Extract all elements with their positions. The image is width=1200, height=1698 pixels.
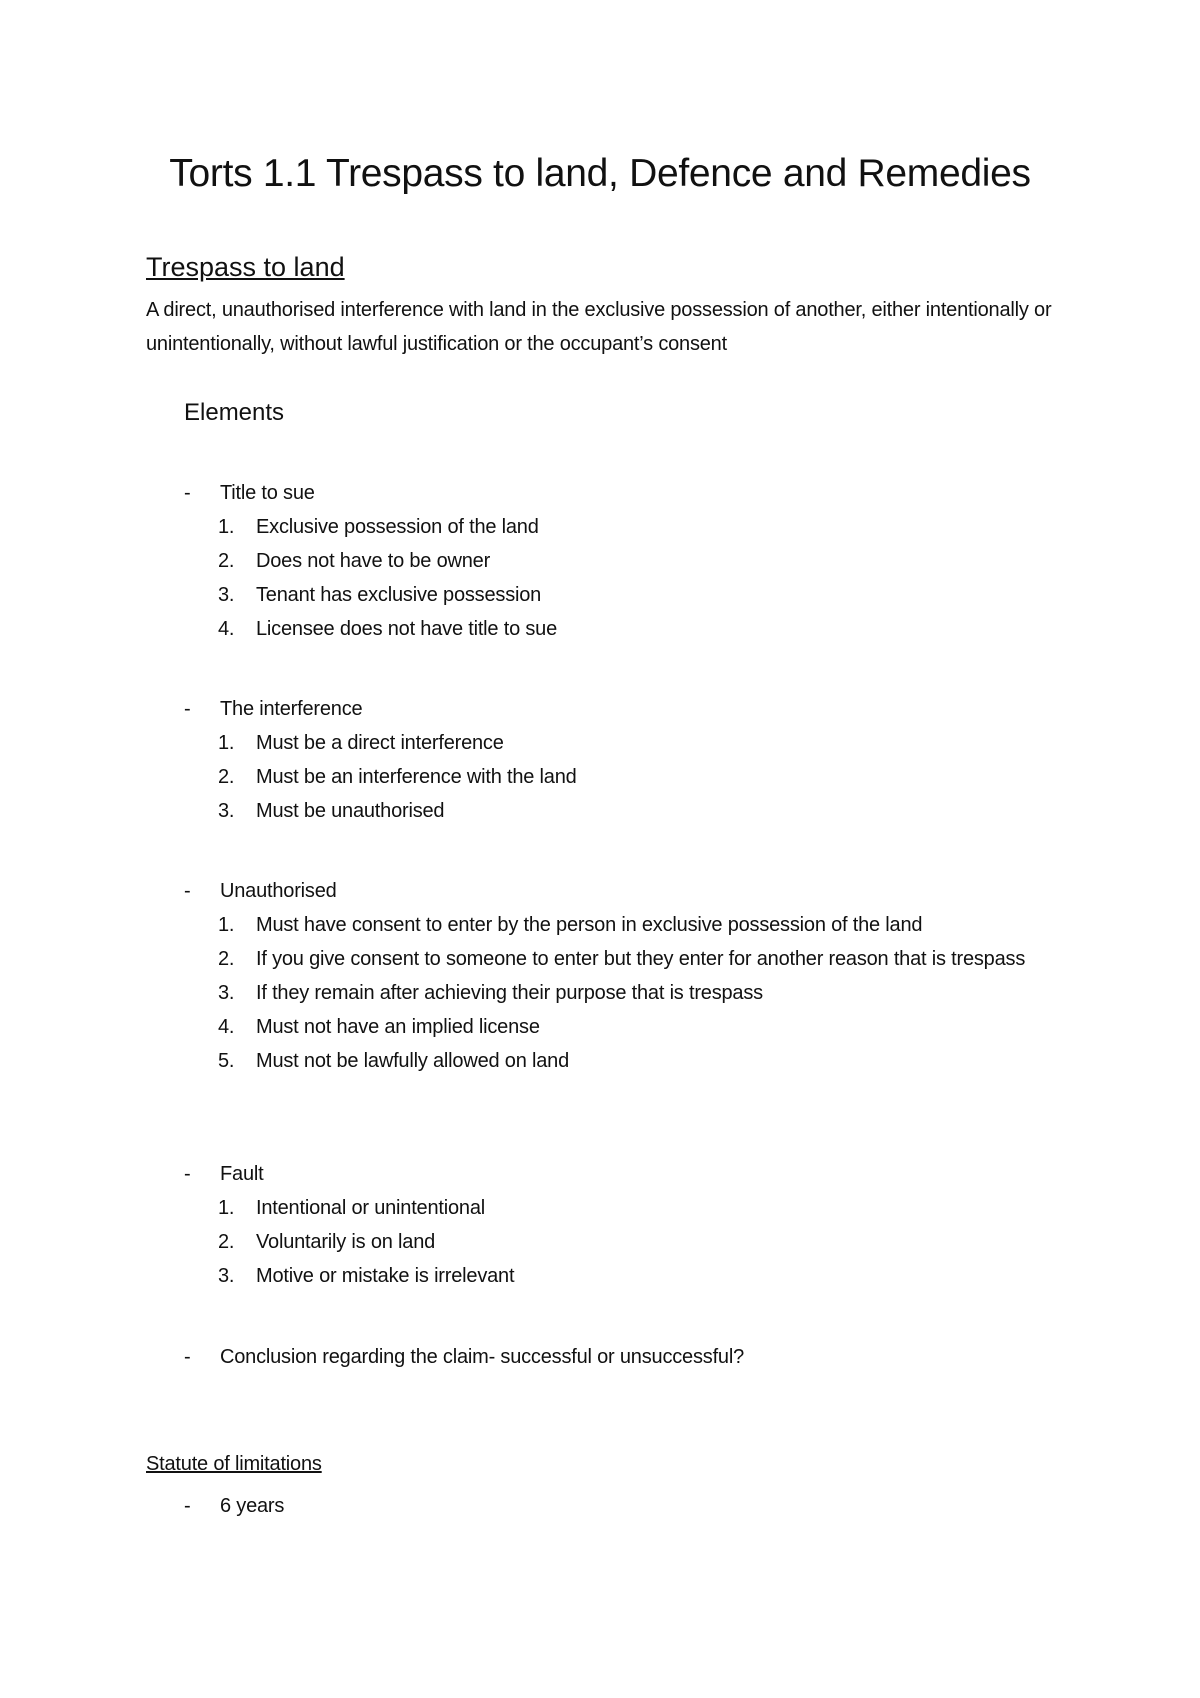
- list-item: [184, 1010, 1084, 1044]
- element-group-title-to-sue: [184, 476, 1084, 646]
- list-item-text: Licensee does not have title to sue: [256, 618, 557, 640]
- element-group-interference: [184, 692, 1084, 828]
- section-heading-trespass: Trespass to land: [146, 252, 345, 282]
- element-group-unauthorised: [184, 874, 1084, 1078]
- list-item: [184, 612, 1084, 646]
- group-label: The interference: [220, 698, 363, 720]
- list-number: 3.: [218, 1265, 235, 1287]
- statute-block: [184, 1489, 1084, 1523]
- list-number: 3.: [218, 584, 235, 606]
- list-number: 5.: [218, 1050, 235, 1072]
- dash-bullet: -: [184, 1495, 191, 1517]
- statute-heading: Statute of limitations: [146, 1453, 322, 1475]
- dash-item: [184, 1157, 1084, 1191]
- list-item: [184, 794, 1084, 828]
- list-number: 3.: [218, 982, 235, 1004]
- list-number: 1.: [218, 732, 235, 754]
- list-number: 1.: [218, 914, 235, 936]
- list-item-text: Must not be lawfully allowed on land: [256, 1050, 569, 1072]
- conclusion-block: [184, 1340, 1084, 1374]
- list-item-text: Must be an interference with the land: [256, 766, 577, 788]
- list-number: 2.: [218, 550, 235, 572]
- list-item-text: Motive or mistake is irrelevant: [256, 1265, 515, 1287]
- list-item: [184, 942, 1084, 976]
- list-item: [184, 908, 1084, 942]
- list-number: 3.: [218, 800, 235, 822]
- list-item: [184, 510, 1084, 544]
- list-item-text: If you give consent to someone to enter but they enter for another reason that is trespass: [256, 948, 1026, 970]
- document-title: Torts 1.1 Trespass to land, Defence and Remedies: [169, 152, 1031, 195]
- list-item: [184, 544, 1084, 578]
- list-item-text: Tenant has exclusive possession: [256, 584, 542, 606]
- group-label: Title to sue: [220, 482, 315, 504]
- dash-bullet: -: [184, 880, 191, 902]
- list-number: 2.: [218, 766, 235, 788]
- dash-item: [184, 1340, 1084, 1374]
- dash-bullet: -: [184, 698, 191, 720]
- elements-heading: Elements: [184, 399, 285, 426]
- dash-bullet: -: [184, 1163, 191, 1185]
- statute-item: 6 years: [220, 1495, 285, 1517]
- list-number: 1.: [218, 1197, 235, 1219]
- list-number: 4.: [218, 1016, 235, 1038]
- dash-bullet: -: [184, 1346, 191, 1368]
- dash-item: [184, 692, 1084, 726]
- definition-paragraph: A direct, unauthorised interference with land in the exclusive possession of another, either intentionally or unintentionally, without lawful justification or the occupant’s consent: [146, 299, 1052, 355]
- dash-item: [184, 1489, 1084, 1523]
- list-number: 2.: [218, 1231, 235, 1253]
- list-item-text: Must have consent to enter by the person in exclusive possession of the land: [256, 914, 923, 936]
- list-item-text: Exclusive possession of the land: [256, 516, 539, 538]
- list-item-text: Must be unauthorised: [256, 800, 445, 822]
- list-item-text: Does not have to be owner: [256, 550, 491, 572]
- list-item: [184, 1044, 1084, 1078]
- list-number: 4.: [218, 618, 235, 640]
- group-label: Unauthorised: [220, 880, 337, 902]
- list-item-text: If they remain after achieving their purpose that is trespass: [256, 982, 763, 1004]
- list-number: 1.: [218, 516, 235, 538]
- list-item: [184, 760, 1084, 794]
- group-label: Fault: [220, 1163, 264, 1185]
- list-item: [184, 1259, 1084, 1293]
- list-item: [184, 578, 1084, 612]
- list-item-text: Voluntarily is on land: [256, 1231, 436, 1253]
- list-item-text: Must be a direct interference: [256, 732, 504, 754]
- list-item: [184, 976, 1084, 1010]
- dash-bullet: -: [184, 482, 191, 504]
- list-item: [184, 1191, 1084, 1225]
- list-item: [184, 1225, 1084, 1259]
- conclusion-text: Conclusion regarding the claim- successful or unsuccessful?: [220, 1346, 745, 1368]
- dash-item: [184, 476, 1084, 510]
- element-group-fault: [184, 1157, 1084, 1293]
- dash-item: [184, 874, 1084, 908]
- list-item-text: Must not have an implied license: [256, 1016, 540, 1038]
- list-item: [184, 726, 1084, 760]
- list-number: 2.: [218, 948, 235, 970]
- list-item-text: Intentional or unintentional: [256, 1197, 486, 1219]
